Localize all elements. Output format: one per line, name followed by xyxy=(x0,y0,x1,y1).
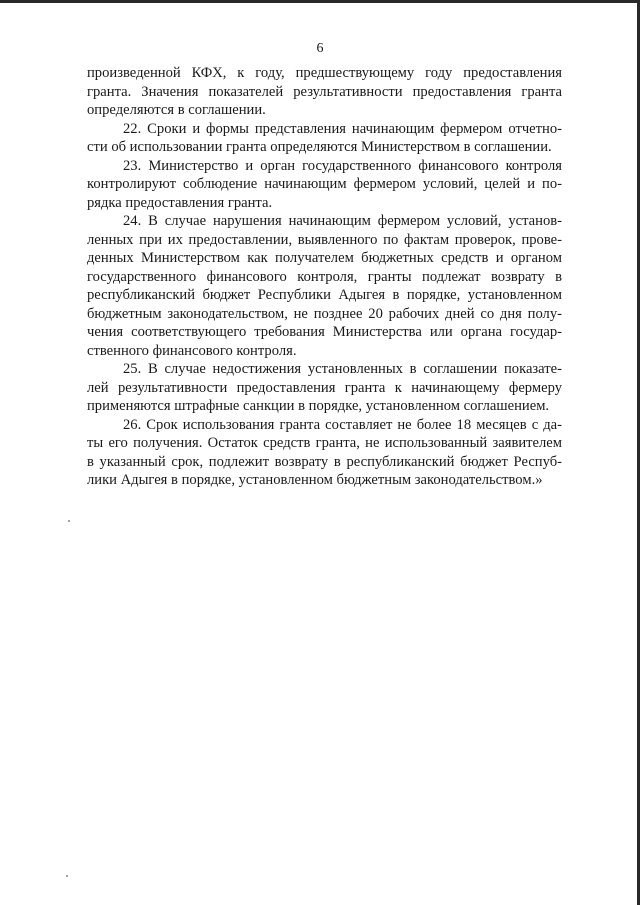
text-line: в указанный срок, подлежит возврату в республиканский бюджет Респуб- xyxy=(87,453,562,470)
text-line: ты его получения. Остаток средств гранта, не использованный заявителем xyxy=(87,435,562,451)
text-line: республиканский бюджет Республики Адыгея в порядке, установленном xyxy=(87,287,562,303)
scan-border-top xyxy=(0,0,640,3)
text-line: денных Министерством как получателем бюджетных средств и органом xyxy=(87,250,562,266)
text-line: 23. Министерство и орган государственного финансового контроля xyxy=(123,157,562,174)
paragraph-26 xyxy=(87,416,562,490)
paragraph-23 xyxy=(87,157,562,213)
scan-speck xyxy=(68,520,70,522)
text-line: государственного финансового контроля, гранты подлежат возврату в xyxy=(87,268,562,285)
text-line: применяются штрафные санкции в порядке, установленном соглашением. xyxy=(87,398,550,414)
page-number: 6 xyxy=(316,41,324,56)
text-line: ленных при их предоставлении, выявленного по фактам проверок, прове- xyxy=(87,231,562,248)
text-line: бюджетным законодательством, не позднее 20 рабочих дней со дня полу- xyxy=(87,305,562,322)
text-line: контролируют соблюдение начинающим фермером условий, целей и по- xyxy=(87,176,562,192)
text-line: 22. Сроки и формы представления начинающим фермером отчетно- xyxy=(123,120,562,137)
scan-speck xyxy=(66,875,68,877)
document-body xyxy=(87,64,562,490)
paragraph-22 xyxy=(87,120,562,157)
text-line: лей результативности предоставления гранта к начинающему фермеру xyxy=(87,379,562,396)
text-line: чения соответствующего требования Министерства или органа государ- xyxy=(87,324,562,340)
paragraph-continuation xyxy=(87,64,562,120)
text-line: ственного финансового контроля. xyxy=(87,342,297,359)
text-line: сти об использовании гранта определяются Министерством в соглашении. xyxy=(87,139,552,155)
paragraph-25 xyxy=(87,360,562,416)
paragraph-24 xyxy=(87,212,562,360)
text-line: 24. В случае нарушения начинающим фермером условий, установ- xyxy=(123,213,562,229)
text-line: определяются в соглашении. xyxy=(87,102,266,118)
text-line: 26. Срок использования гранта составляет не более 18 месяцев с да- xyxy=(123,416,562,433)
text-line: 25. В случае недостижения установленных в соглашении показате- xyxy=(123,361,562,377)
text-line: произведенной КФХ, к году, предшествующему году предоставления xyxy=(87,65,562,81)
text-line: гранта. Значения показателей результативности предоставления гранта xyxy=(87,83,562,100)
text-line: лики Адыгея в порядке, установленном бюджетным законодательством.» xyxy=(87,472,543,488)
text-line: рядка предоставления гранта. xyxy=(87,194,273,211)
